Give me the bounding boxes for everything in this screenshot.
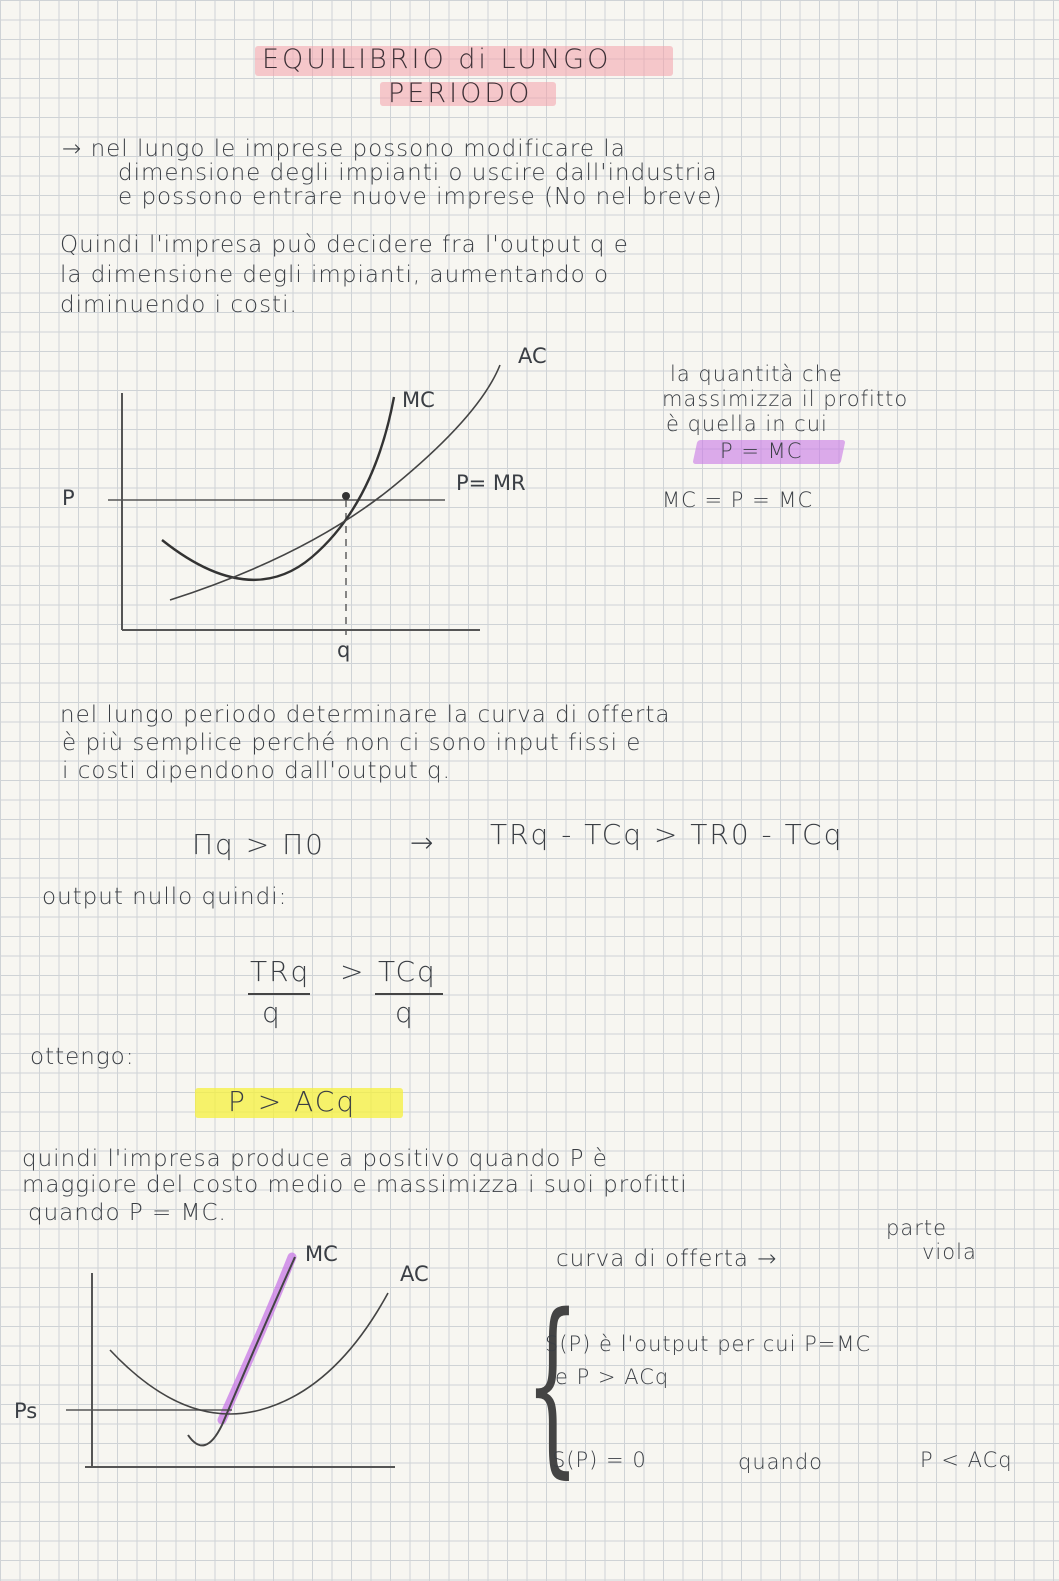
- intro-line-2: dimensione degli impianti o uscire dall'industria: [118, 160, 718, 186]
- paragraph3-line-2: è più semplice perché non ci sono input fissi e: [62, 730, 642, 756]
- ac-label: AC: [518, 344, 547, 368]
- cost-curves-graph: [50, 335, 570, 665]
- supply-case-1-line-2: e P > ACq: [555, 1365, 670, 1389]
- paragraph3-line-3: i costi dipendono dall'output q.: [62, 758, 451, 784]
- side-note-line-3: è quella in cui: [666, 412, 828, 436]
- profit-inequality: Πq > Π0: [192, 828, 325, 861]
- paragraph2-line-3: diminuendo i costi.: [60, 292, 298, 318]
- paragraph3-line-1: nel lungo periodo determinare la curva di offerta: [60, 702, 671, 728]
- p-axis-label: P: [62, 486, 75, 510]
- q-axis-label: q: [337, 638, 351, 662]
- equilibrium-point: [342, 492, 350, 500]
- supply-note-line-1: parte: [886, 1216, 947, 1240]
- fraction-den-right: q: [395, 996, 415, 1029]
- revenue-cost-inequality: TRq - TCq > TR0 - TCq: [490, 818, 844, 851]
- fraction-num-right: TCq: [378, 955, 437, 988]
- supply-case-2-right: P < ACq: [920, 1448, 1013, 1472]
- supply-case-2-mid: quando: [738, 1450, 823, 1474]
- mc-violet-highlight: [222, 1257, 292, 1420]
- fraction-operator: >: [340, 955, 366, 988]
- ps-label: Ps: [14, 1399, 38, 1423]
- intro-line-1: → nel lungo le imprese possono modificare la: [62, 136, 626, 162]
- side-note-line-2: massimizza il profitto: [662, 387, 909, 411]
- supply-case-2-left: S(P) = 0: [552, 1448, 647, 1472]
- side-note-line-1: la quantità che: [670, 362, 843, 386]
- p-mr-label: P= MR: [456, 471, 526, 495]
- side-note-line-5: MC = P = MC: [662, 488, 814, 512]
- ottengo-text: ottengo:: [30, 1044, 135, 1070]
- supply-title: curva di offerta →: [556, 1246, 778, 1272]
- paragraph4-line-2: maggiore del costo medio e massimizza i suoi profitti: [22, 1172, 688, 1198]
- paragraph4-line-3: quando P = MC.: [28, 1200, 227, 1226]
- fraction-bar-right: [375, 993, 443, 995]
- fraction-num-left: TRq: [250, 955, 311, 988]
- output-nullo-text: output nullo quindi:: [42, 884, 288, 910]
- page-title-line2: PERIODO: [388, 78, 533, 109]
- supply-case-1-line-1: S(P) è l'output per cui P=MC: [545, 1332, 872, 1356]
- fraction-bar-left: [248, 993, 310, 995]
- ac-label: AC: [400, 1262, 429, 1286]
- supply-curve-graph: [10, 1235, 510, 1495]
- side-note-equation: P = MC: [720, 439, 803, 463]
- mc-curve: [162, 397, 394, 580]
- paragraph2-line-2: la dimensione degli impianti, aumentando o: [60, 262, 610, 288]
- paragraph4-line-1: quindi l'impresa produce a positivo quando P è: [22, 1146, 608, 1172]
- cases-brace: {: [525, 1274, 580, 1495]
- arrow: →: [410, 826, 436, 859]
- page-title: EQUILIBRIO di LUNGO: [262, 44, 612, 75]
- supply-note-line-2: viola: [922, 1240, 977, 1264]
- fraction-den-left: q: [262, 996, 282, 1029]
- price-ac-inequality: P > ACq: [228, 1085, 357, 1118]
- intro-line-3: e possono entrare nuove imprese (No nel breve): [118, 184, 723, 210]
- paragraph2-line-1: Quindi l'impresa può decidere fra l'output q e: [60, 232, 629, 258]
- mc-label: MC: [402, 388, 435, 412]
- ac-curve: [170, 365, 500, 600]
- mc-label: MC: [305, 1242, 338, 1266]
